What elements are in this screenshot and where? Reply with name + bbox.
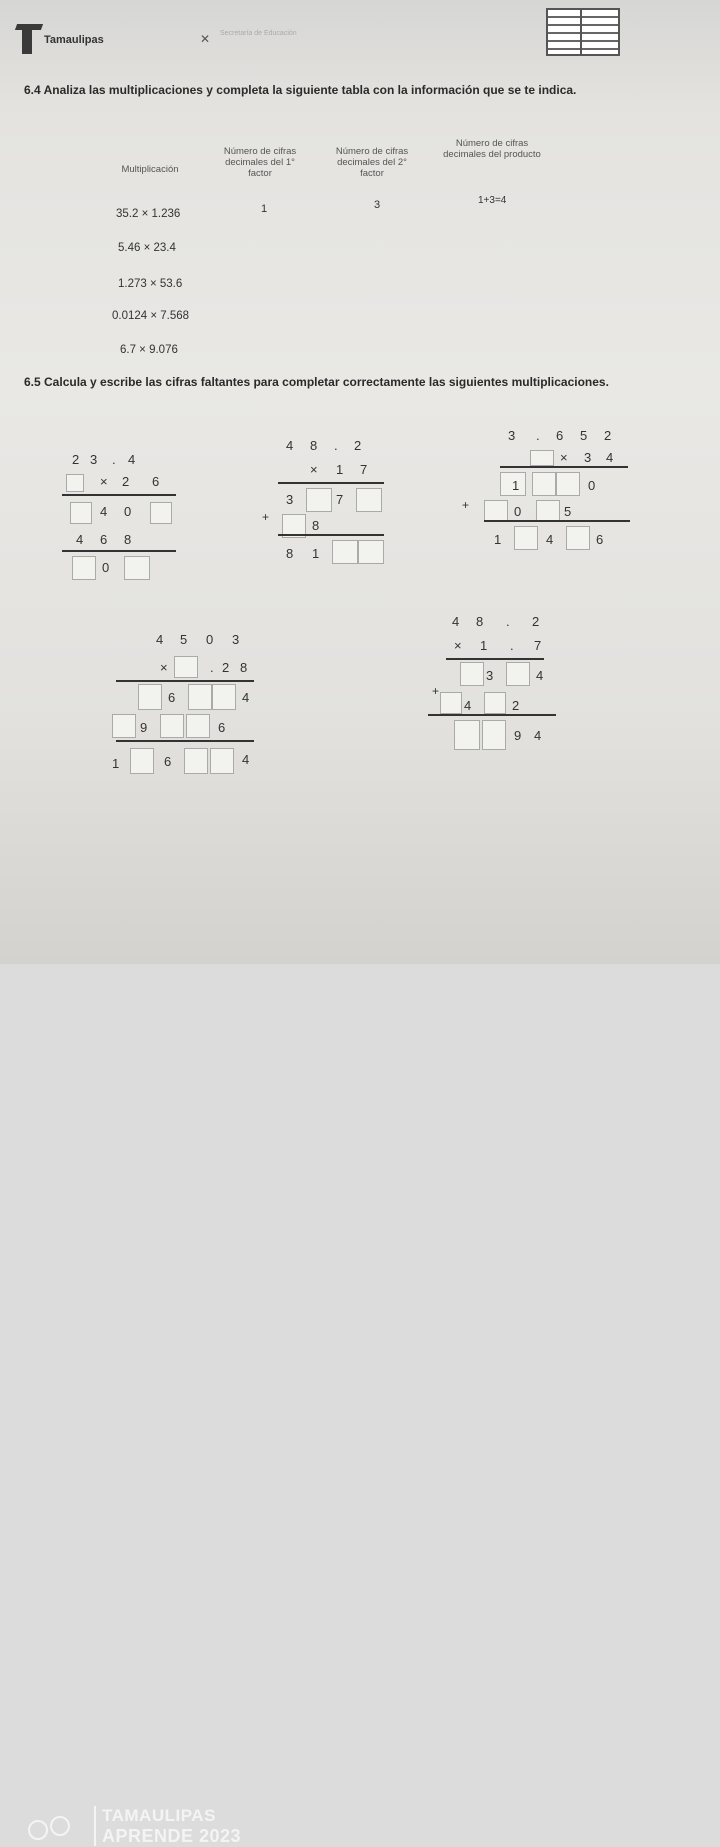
m2-p1-digit: 3 [286,492,294,507]
m3-p2-digit: 0 [514,504,522,519]
instruction-6-4: 6.4 Analiza las multiplicaciones y completa la siguiente tabla con la información que se te indica. [24,83,577,97]
m5-a-dot: . [506,614,510,629]
m1-times-sign: × [100,474,108,489]
footer-line-2: APRENDE 2023 [102,1826,242,1846]
m3-r-digit: 1 [494,532,502,547]
m3-b-digit: 4 [606,450,614,465]
row-1-factor2[interactable]: 3 [374,199,381,211]
m4-blank-box[interactable] [210,748,234,774]
m1-p1-digit: 0 [124,504,132,519]
m3-r-digit: 6 [596,532,604,547]
m2-times-sign: × [310,462,318,477]
m2-p1-digit: 7 [336,492,344,507]
m3-p1-digit: 1 [512,478,520,493]
row-mult-5: 6.7 × 9.076 [120,344,178,356]
m4-blank-box[interactable] [160,714,184,738]
m5-blank-box[interactable] [440,692,462,714]
m4-blank-box[interactable] [112,714,136,738]
m1-blank-box[interactable] [72,556,96,580]
m2-blank-box[interactable] [358,540,384,564]
m1-r-digit: 0 [102,560,110,575]
book-icon [546,8,620,56]
m5-a-digit: 8 [476,614,484,629]
m1-blank-box[interactable] [70,502,92,524]
m3-a-digit: 2 [604,428,612,443]
row-1-producto[interactable]: 1+3=4 [478,195,507,206]
m3-a-dot: . [536,428,540,443]
header [0,0,720,70]
m5-a-digit: 2 [532,614,540,629]
m3-b-digit: 3 [584,450,592,465]
m2-b-digit: 1 [336,462,344,477]
m3-blank-box[interactable] [484,500,508,522]
m4-blank-box[interactable] [174,656,198,678]
row-mult-3: 1.273 × 53.6 [118,278,183,290]
brand-name: Tamaulipas [44,34,104,46]
m4-blank-box[interactable] [184,748,208,774]
m3-line [500,466,628,468]
m3-a-digit: 6 [556,428,564,443]
m5-r-digit: 4 [534,728,542,743]
m3-blank-box[interactable] [532,472,556,496]
m4-r-digit: 4 [242,752,250,767]
m4-b-digit: 8 [240,660,248,675]
m3-blank-box[interactable] [566,526,590,550]
m3-line [484,520,630,522]
tamaulipas-logo-stem [22,26,32,54]
m1-blank-box[interactable] [150,502,172,524]
m5-times-sign: × [454,638,462,653]
m4-p2-digit: 6 [218,720,226,735]
m3-plus-sign: + [462,498,470,512]
m2-p2-digit: 8 [312,518,320,533]
m4-blank-box[interactable] [130,748,154,774]
m1-a-digit: 2 [72,452,80,467]
m2-plus-sign: + [262,510,270,524]
m4-a-digit: 4 [156,632,164,647]
m5-p2-digit: 2 [512,698,520,713]
m5-p2-digit: 4 [464,698,472,713]
m5-b-digit: 1 [480,638,488,653]
row-1-factor1[interactable]: 1 [261,203,268,215]
m4-p1-digit: 4 [242,690,250,705]
m1-a-digit: 3 [90,452,98,467]
col-header-multiplicacion: Multiplicación [121,164,179,175]
m4-blank-box[interactable] [188,684,212,710]
m3-blank-box[interactable] [556,472,580,496]
m4-blank-box[interactable] [186,714,210,738]
m4-b-dot: . [210,660,214,675]
m5-a-digit: 4 [452,614,460,629]
m1-line [62,494,176,496]
m5-p1-digit: 4 [536,668,544,683]
m3-p1-digit: 0 [588,478,596,493]
m5-b-dot: . [510,638,514,653]
m2-blank-box[interactable] [356,488,382,512]
m5-plus-sign: + [432,684,440,698]
m1-line [62,550,176,552]
book-spine-icon [580,8,582,56]
m4-a-digit: 5 [180,632,188,647]
m4-p2-digit: 9 [140,720,148,735]
people-icon [28,1816,86,1842]
m3-times-sign: × [560,450,568,465]
m4-r-digit: 1 [112,756,120,771]
m4-a-digit: 3 [232,632,240,647]
secretaria-label: Secretaría de Educación [220,30,297,37]
m2-blank-box[interactable] [306,488,332,512]
instruction-6-5: 6.5 Calcula y escribe las cifras faltantes para completar correctamente las siguientes multiplicaciones. [24,375,609,389]
m2-blank-box[interactable] [332,540,358,564]
footer-separator [94,1806,96,1846]
m5-line [428,714,556,716]
m5-r-digit: 9 [514,728,522,743]
m4-b-digit: 2 [222,660,230,675]
footer-line-1: TAMAULIPAS [102,1806,216,1825]
m5-blank-box[interactable] [460,662,484,686]
col-header-producto: Número de cifras decimales del producto [443,138,541,160]
m1-blank-box[interactable] [66,474,84,492]
m4-blank-box[interactable] [138,684,162,710]
m4-r-digit: 6 [164,754,172,769]
m5-blank-box[interactable] [454,720,480,750]
m3-blank-box[interactable] [530,450,554,466]
m2-r-digit: 1 [312,546,320,561]
m3-r-digit: 4 [546,532,554,547]
col-header-factor1: Número de cifras decimales del 1° factor [223,146,297,179]
m4-blank-box[interactable] [212,684,236,710]
m1-p2-digit: 4 [76,532,84,547]
col-header-factor2: Número de cifras decimales del 2° factor [335,146,409,179]
m1-a-digit: 4 [128,452,136,467]
m4-line [116,680,254,682]
m2-a-digit: 8 [310,438,318,453]
m5-line [446,658,544,660]
m4-line [116,740,254,742]
m2-line [278,534,384,536]
m3-a-digit: 5 [580,428,588,443]
m3-a-digit: 3 [508,428,516,443]
m1-p2-digit: 8 [124,532,132,547]
m1-b-digit: 6 [152,474,160,489]
m1-b-digit: 2 [122,474,130,489]
m3-p2-digit: 5 [564,504,572,519]
footer [0,890,720,1846]
m2-r-digit: 8 [286,546,294,561]
m1-blank-box[interactable] [124,556,150,580]
m5-b-digit: 7 [534,638,542,653]
row-mult-1: 35.2 × 1.236 [116,208,181,220]
m5-p1-digit: 3 [486,668,494,683]
m4-times-sign: × [160,660,168,675]
m3-blank-box[interactable] [514,526,538,550]
ribbon-icon: ✕ [200,32,211,46]
m2-line [278,482,384,484]
m3-blank-box[interactable] [536,500,560,522]
m5-blank-box[interactable] [482,720,506,750]
row-mult-4: 0.0124 × 7.568 [112,310,190,322]
m1-a-dot: . [112,452,116,467]
m5-blank-box[interactable] [484,692,506,714]
m4-a-digit: 0 [206,632,214,647]
m2-a-digit: 2 [354,438,362,453]
m1-p1-digit: 4 [100,504,108,519]
m1-p2-digit: 6 [100,532,108,547]
m2-b-digit: 7 [360,462,368,477]
m4-p1-digit: 6 [168,690,176,705]
m2-a-digit: 4 [286,438,294,453]
row-mult-2: 5.46 × 23.4 [118,242,176,254]
m2-a-dot: . [334,438,338,453]
m5-blank-box[interactable] [506,662,530,686]
